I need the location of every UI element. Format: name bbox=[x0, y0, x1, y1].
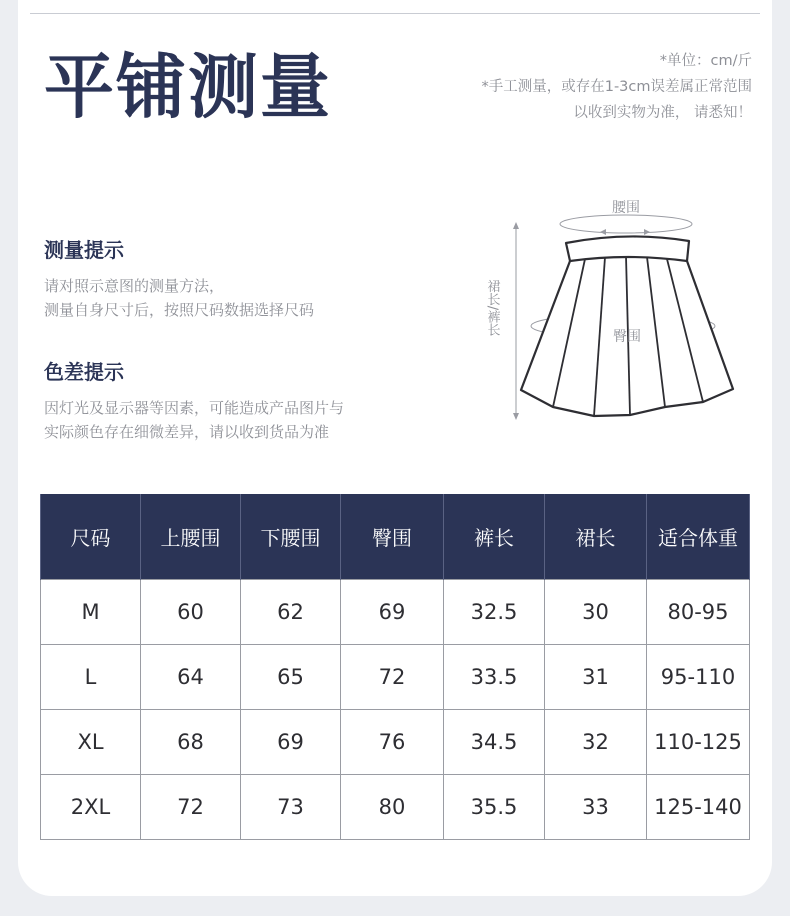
header-upper-waist: 上腰围 bbox=[141, 494, 241, 580]
measure-tip-line: 测量自身尺寸后，按照尺码数据选择尺码 bbox=[44, 301, 315, 319]
table-cell: 31 bbox=[545, 645, 647, 710]
table-cell: 60 bbox=[141, 580, 241, 645]
table-row bbox=[41, 645, 750, 710]
table-cell: 73 bbox=[241, 775, 341, 840]
color-tip-line: 因灯光及显示器等因素，可能造成产品图片与 bbox=[44, 399, 345, 417]
table-cell: 34.5 bbox=[444, 710, 545, 775]
measurement-notes bbox=[481, 48, 752, 126]
waist-label: 腰围 bbox=[612, 200, 640, 216]
measure-tip-body bbox=[44, 274, 314, 322]
header-lower-waist: 下腰围 bbox=[241, 494, 341, 580]
table-cell: 76 bbox=[341, 710, 444, 775]
table-cell: 64 bbox=[141, 645, 241, 710]
table-cell: 2XL bbox=[41, 775, 141, 840]
table-cell: 32 bbox=[545, 710, 647, 775]
measure-tip-title: 测量提示 bbox=[44, 238, 124, 262]
header-size: 尺码 bbox=[41, 494, 141, 580]
color-tip-line: 实际颜色存在细微差异，请以收到货品为准 bbox=[44, 423, 330, 441]
table-cell: 69 bbox=[341, 580, 444, 645]
hip-label: 臀围 bbox=[613, 329, 641, 345]
actual-note: 以收到实物为准， 请悉知！ bbox=[573, 105, 752, 121]
measure-tip-line: 请对照示意图的测量方法， bbox=[44, 277, 225, 295]
table-cell: 68 bbox=[141, 710, 241, 775]
header-hip: 臀围 bbox=[341, 494, 444, 580]
table-cell: 65 bbox=[241, 645, 341, 710]
table-cell: 30 bbox=[545, 580, 647, 645]
page-title: 平铺测量 bbox=[44, 46, 332, 128]
table-cell: 32.5 bbox=[444, 580, 545, 645]
table-cell: 125-140 bbox=[647, 775, 750, 840]
table-cell: 80 bbox=[341, 775, 444, 840]
table-cell: M bbox=[41, 580, 141, 645]
color-tip-body bbox=[44, 396, 344, 444]
length-label: 裙长/裤长 bbox=[484, 279, 500, 337]
table-row bbox=[41, 580, 750, 645]
table-cell: 33 bbox=[545, 775, 647, 840]
table-cell: 35.5 bbox=[444, 775, 545, 840]
header-weight: 适合体重 bbox=[647, 494, 750, 580]
table-cell: 69 bbox=[241, 710, 341, 775]
table-cell: 72 bbox=[141, 775, 241, 840]
color-tip-title: 色差提示 bbox=[44, 360, 124, 384]
table-cell: 80-95 bbox=[647, 580, 750, 645]
table-cell: 72 bbox=[341, 645, 444, 710]
waist-measure-ellipse bbox=[560, 215, 692, 233]
header-pants-length: 裤长 bbox=[444, 494, 545, 580]
waist-arrow-right-icon bbox=[644, 229, 650, 235]
error-note: *手工测量，或存在1-3cm误差属正常范围 bbox=[481, 79, 752, 95]
table-cell: XL bbox=[41, 710, 141, 775]
header-skirt-length: 裙长 bbox=[545, 494, 647, 580]
table-cell: 110-125 bbox=[647, 710, 750, 775]
size-table-header-row bbox=[41, 494, 750, 580]
length-arrow-up-icon bbox=[513, 222, 519, 229]
table-row bbox=[41, 710, 750, 775]
top-divider bbox=[30, 13, 760, 14]
table-cell: 95-110 bbox=[647, 645, 750, 710]
waist-arrow-left-icon bbox=[600, 229, 606, 235]
table-cell: L bbox=[41, 645, 141, 710]
size-table bbox=[40, 494, 750, 840]
unit-note: *单位：cm/斤 bbox=[659, 53, 752, 69]
skirt-diagram bbox=[480, 190, 750, 430]
table-cell: 33.5 bbox=[444, 645, 545, 710]
table-cell: 62 bbox=[241, 580, 341, 645]
length-arrow-down-icon bbox=[513, 413, 519, 420]
table-row bbox=[41, 775, 750, 840]
